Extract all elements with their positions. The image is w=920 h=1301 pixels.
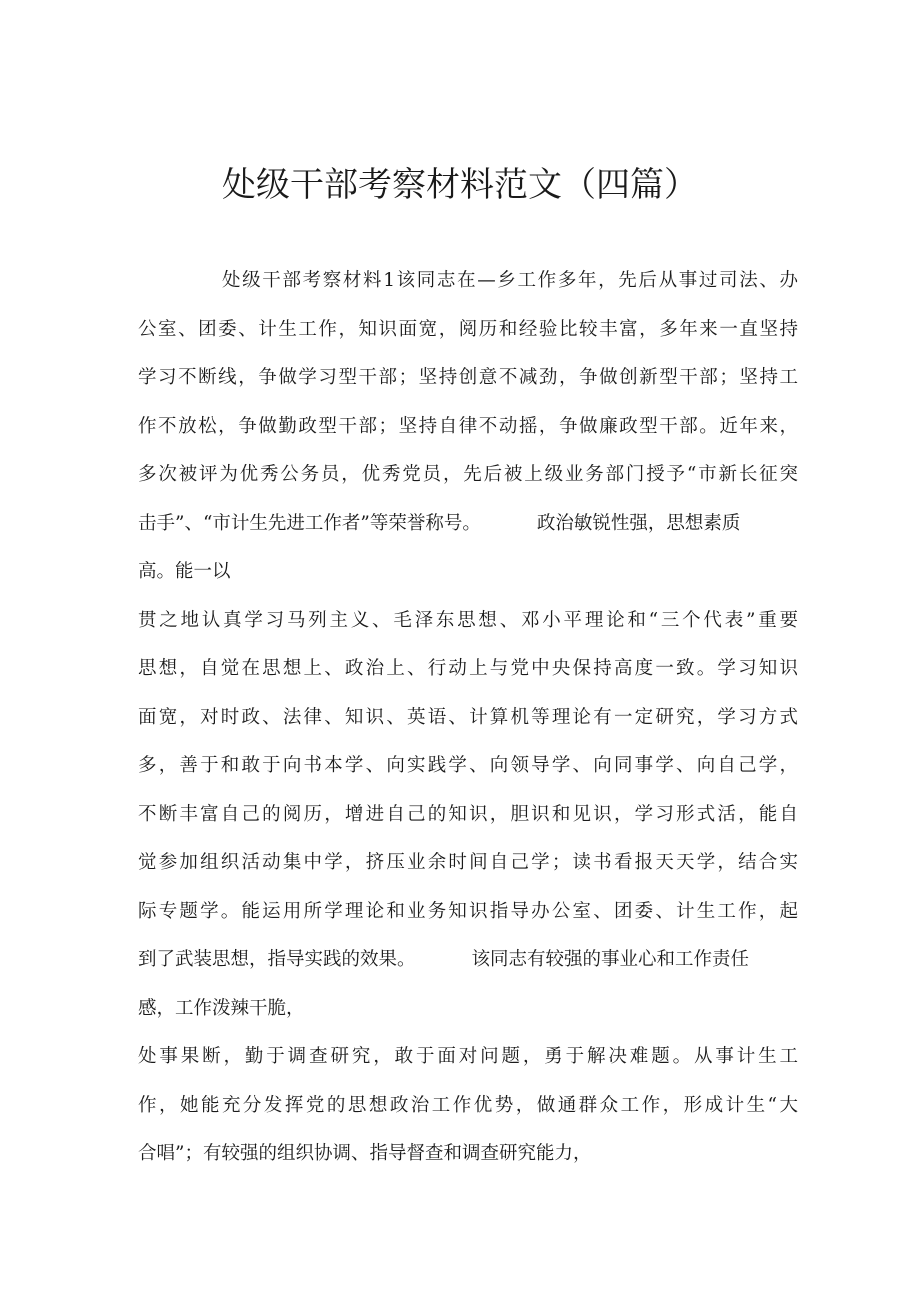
text-line: 公室、团委、计生工作，知识面宽，阅历和经验比较丰富，多年来一直坚持 — [138, 318, 798, 340]
document-body — [138, 257, 798, 1179]
text-line: 多，善于和敢于向书本学、向实践学、向领导学、向同事学、向自己学， — [138, 755, 798, 776]
text-line: 作，她能充分发挥党的思想政治工作优势，做通群众工作，形成计生“大 — [138, 1094, 798, 1116]
text-line: 处级干部考察材料1该同志在—乡工作多年，先后从事过司法、办 — [222, 270, 798, 291]
text-line: 贯之地认真学习马列主义、毛泽东思想、邓小平理论和“三个代表”重要 — [138, 609, 798, 631]
text-line: 合唱”；有较强的组织协调、指导督查和调查研究能力， — [138, 1143, 592, 1164]
text-line: 高。能一以 — [138, 561, 231, 582]
text-segment: 击手”、“市计生先进工作者”等荣誉称号。 — [138, 512, 481, 534]
text-line — [138, 500, 798, 549]
text-line: 面宽，对时政、法律、知识、英语、计算机等理论有一定研究，学习方式 — [138, 706, 798, 728]
text-line: 思想，自觉在思想上、政治上、行动上与党中央保持高度一致。学习知识 — [138, 658, 798, 679]
text-line: 多次被评为优秀公务员，优秀党员，先后被上级业务部门授予“市新长征突 — [138, 464, 798, 485]
text-line: 处事果断，勤于调查研究，敢于面对问题，勇于解决难题。从事计生工 — [138, 1046, 798, 1067]
text-line — [138, 936, 798, 985]
text-line: 际专题学。能运用所学理论和业务知识指导办公室、团委、计生工作，起 — [138, 900, 798, 922]
text-segment: 到了武装思想，指导实践的效果。 — [138, 949, 416, 970]
text-line: 感，工作泼辣干脆， — [138, 997, 305, 1019]
text-segment: 政治敏锐性强，思想素质 — [536, 512, 741, 534]
document-title: 处级干部考察材料范文（四篇） — [222, 165, 698, 205]
text-segment: 该同志有较强的事业心和工作责任 — [471, 949, 750, 970]
text-line: 学习不断线，争做学习型干部；坚持创意不减劲，争做创新型干部；坚持工 — [138, 367, 798, 388]
text-line: 作不放松，争做勤政型干部；坚持自律不动摇，争做廉政型干部。近年来， — [138, 415, 798, 437]
text-line: 不断丰富自己的阅历，增进自己的知识，胆识和见识，学习形式活，能自 — [138, 803, 798, 825]
text-line: 觉参加组织活动集中学，挤压业余时间自己学；读书看报天天学，结合实 — [138, 852, 798, 873]
